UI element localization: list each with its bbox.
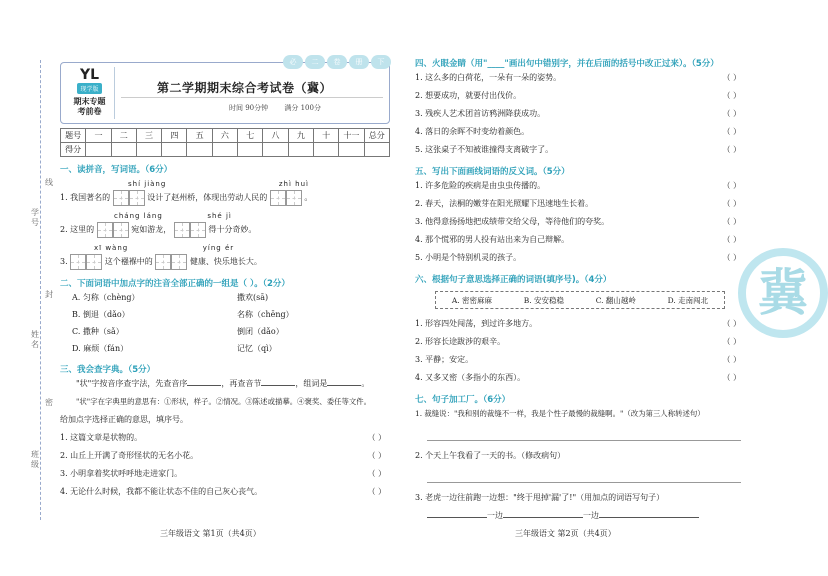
question-text: 这个襁褓中的	[104, 257, 153, 266]
writing-box[interactable]	[113, 222, 129, 238]
fill-blank[interactable]	[261, 385, 295, 386]
logo-subtitle-1: 期末专题	[73, 96, 106, 106]
writing-box[interactable]	[129, 190, 145, 206]
answer-paren[interactable]: （ ）	[367, 451, 386, 460]
question	[415, 69, 745, 87]
logo-badge: 现学版	[77, 83, 101, 94]
question-text: 3. 平静；安定。	[415, 355, 474, 364]
answer-paren[interactable]: （ ）	[722, 319, 741, 328]
answer-paren[interactable]: （ ）	[722, 337, 741, 346]
score-cell[interactable]	[111, 143, 136, 157]
margin-mark-seal: 封	[45, 290, 53, 299]
option-item: 名称（chēng）	[237, 310, 294, 319]
score-cell[interactable]	[263, 143, 288, 157]
answer-paren[interactable]: （ ）	[722, 355, 741, 364]
margin-label-student-id: 学号	[31, 208, 39, 227]
pinyin-row	[60, 179, 390, 189]
answer-paren[interactable]: （ ）	[367, 487, 386, 496]
score-cell[interactable]	[339, 143, 364, 157]
answer-paren[interactable]: （ ）	[367, 433, 386, 442]
question-text: 4. 那个慌邪的男人投有站出来为自己辩解。	[415, 235, 570, 244]
word-option: D. 走南闯北	[667, 295, 709, 305]
question	[415, 195, 745, 213]
score-header-cell: 总分	[364, 129, 389, 143]
score-header-cell: 六	[212, 129, 237, 143]
score-cell[interactable]	[238, 143, 263, 157]
intro-text: ，再查音节	[221, 379, 262, 388]
answer-paren[interactable]: （ ）	[722, 91, 741, 100]
word-option: B. 安安稳稳	[523, 295, 564, 305]
header-badge: 二	[305, 55, 325, 69]
question-text: 5. 这张桌子不知被谁撞得支离破字了。	[415, 145, 554, 154]
answer-paren[interactable]: （ ）	[722, 217, 741, 226]
option-grid	[72, 289, 390, 357]
writing-box[interactable]	[113, 190, 129, 206]
question-text: 4. 又多又密（多指小的东西）。	[415, 373, 526, 382]
section-7-title: 七、句子加工厂。（6分）	[415, 395, 511, 405]
question: 1. 裁缝说："我和别的裁缝不一样，我是个性子最慢的裁缝啊。"（改为第三人称转述句）	[415, 409, 705, 418]
margin-label-class: 班级	[31, 450, 39, 469]
section-4-title: 四、火眼金睛（用"____"画出句中错别字，并在后面的括号中改正过来）。（5分）	[415, 59, 719, 69]
question-text: 1. 我国著名的	[60, 193, 111, 202]
question-text: 宛如游龙，	[131, 225, 172, 234]
question-text: 健康、快乐地长大。	[189, 257, 262, 266]
answer-paren[interactable]: （ ）	[722, 181, 741, 190]
question	[60, 447, 390, 465]
pinyin: cháng láng	[114, 212, 163, 220]
answer-paren[interactable]: （ ）	[722, 127, 741, 136]
question: 2. 个天上午我看了一天的书。（修改病句）	[415, 451, 566, 460]
question	[415, 351, 745, 369]
option-item: 记忆（qì）	[237, 344, 277, 353]
pinyin: shé jì	[207, 212, 232, 220]
option-item: C. 撒种（sǎ）	[72, 327, 124, 336]
answer-line[interactable]	[427, 425, 741, 441]
question-text: 2. 这里的	[60, 225, 95, 234]
writing-box[interactable]	[155, 254, 171, 270]
pinyin-row	[60, 243, 390, 253]
score-header-cell: 二	[111, 129, 136, 143]
margin-mark-secret: 密	[45, 398, 53, 407]
dictionary-intro	[60, 375, 390, 393]
dictionary-meanings: "状"字在字典里的意思有：①形状，样子。②情况。③陈述或描摹。④褒奖、委任等文件。	[76, 397, 372, 406]
header-badge: 必	[283, 55, 303, 69]
pinyin: zhì huì	[278, 180, 309, 188]
answer-paren[interactable]: （ ）	[722, 73, 741, 82]
section-2-title: 二、下面词语中加点字的注音全部正确的一组是（ ）。（2分）	[60, 279, 290, 289]
score-header-cell: 十一	[339, 129, 364, 143]
question	[60, 221, 390, 239]
question	[415, 315, 745, 333]
fill-blank[interactable]	[427, 517, 487, 518]
question-text: 4. 落日的余晖不时变幼着颜色。	[415, 127, 530, 136]
writing-box[interactable]	[171, 254, 187, 270]
writing-box[interactable]	[97, 222, 113, 238]
exam-title: 第二学期期末综合考试卷（冀）	[157, 81, 333, 95]
question-text: 1. 这篇文章是状物的。	[60, 433, 143, 442]
fill-word: 一边	[583, 511, 599, 520]
score-cell[interactable]	[364, 143, 389, 157]
fill-word: 一边	[487, 511, 503, 520]
score-header-cell: 三	[136, 129, 161, 143]
answer-paren[interactable]: （ ）	[722, 235, 741, 244]
intro-text: 。	[361, 379, 370, 388]
sentence-fill	[415, 507, 745, 525]
page-footer: 三年级语文 第2页（共4页）	[515, 529, 616, 538]
dictionary-instruction: 给加点字选择正确的意思，填序号。	[60, 415, 188, 424]
question	[415, 105, 745, 123]
question	[415, 87, 745, 105]
score-cell[interactable]	[313, 143, 338, 157]
section-5-title: 五、写出下面画线词语的反义词。（5分）	[415, 167, 570, 177]
score-header-cell: 一	[86, 129, 111, 143]
score-header-cell: 四	[162, 129, 187, 143]
fill-blank[interactable]	[187, 385, 221, 386]
question	[415, 333, 745, 351]
option-item: A. 匀称（chèng）	[72, 293, 140, 302]
question: 3. 老虎一边往前跑一边想："终于甩掉'漏'了!"（用加点的词语写句子）	[415, 493, 665, 502]
question	[60, 189, 390, 207]
question-text: 2. 形容长途跋涉的艰辛。	[415, 337, 506, 346]
writing-box[interactable]	[70, 254, 86, 270]
writing-box[interactable]	[190, 222, 206, 238]
question-text: 2. 春天，法桐的嫩芽在阳光照耀下迅速地生长着。	[415, 199, 594, 208]
question-text: 2. 想要成功，就要付出伐价。	[415, 91, 522, 100]
page-1	[60, 58, 390, 501]
option-item: D. 麻烦（fán）	[72, 344, 129, 353]
score-table	[60, 128, 390, 157]
question	[415, 177, 745, 195]
score-table-score-row	[61, 143, 390, 157]
fill-blank[interactable]	[327, 385, 361, 386]
pinyin: yíng ér	[202, 244, 235, 252]
header-badge: 册	[349, 55, 369, 69]
intro-text: "状"字按音序查字法，先查音序	[76, 379, 188, 388]
question	[60, 253, 390, 271]
exam-header	[60, 58, 390, 124]
logo-subtitle-2: 考前卷	[77, 106, 102, 116]
fill-blank[interactable]	[503, 517, 583, 518]
question	[415, 369, 745, 387]
section-3-title: 三、我会查字典。（5分）	[60, 365, 156, 375]
score-header-cell: 九	[288, 129, 313, 143]
province-stamp: 冀	[738, 248, 828, 338]
question-text: 1. 形容四处闯荡，到过许多地方。	[415, 319, 538, 328]
score-cell[interactable]	[136, 143, 161, 157]
section-1-title: 一、读拼音，写词语。（6分）	[60, 165, 173, 175]
word-option: A. 密密麻麻	[451, 295, 493, 305]
score-header-cell: 八	[263, 129, 288, 143]
pinyin-row	[60, 211, 390, 221]
margin-mark-line: 线	[45, 178, 53, 187]
answer-paren[interactable]: （ ）	[367, 469, 386, 478]
score-header-cell: 七	[238, 129, 263, 143]
page-footer: 三年级语文 第1页（共4页）	[160, 529, 261, 538]
score-cell[interactable]	[86, 143, 111, 157]
question	[60, 465, 390, 483]
question-text: 3. 小明拿着奖状呼呼地走进家门。	[60, 469, 183, 478]
question-text: 。	[304, 193, 313, 202]
divider	[121, 97, 383, 98]
question-text: 3. 他得意扬扬地把成绩带交给父母，等待他们的夸奖。	[415, 217, 610, 226]
word-options-box	[435, 291, 725, 309]
score-header-cell: 题号	[61, 129, 86, 143]
binding-line	[40, 60, 41, 520]
score-header-cell: 十	[313, 129, 338, 143]
exam-score: 满分 100分	[284, 104, 321, 112]
question	[415, 249, 745, 267]
score-cell[interactable]	[187, 143, 212, 157]
question	[60, 429, 390, 447]
header-badge: 卷	[327, 55, 347, 69]
score-cell[interactable]	[162, 143, 187, 157]
question-text: 5. 小明是个特别机灵的孩子。	[415, 253, 522, 262]
exam-time: 时间 90分钟	[229, 104, 269, 112]
logo	[65, 67, 115, 119]
header-badges	[283, 55, 391, 69]
question-text: 3. 残疾人艺术团首访鸦洲降获成功。	[415, 109, 546, 118]
page-2	[415, 55, 745, 525]
score-row-label: 得分	[61, 143, 86, 157]
score-table-header-row	[61, 129, 390, 143]
score-header-cell: 五	[187, 129, 212, 143]
question-text: 3.	[60, 257, 68, 266]
question-text: 1. 许多危险的疾病是由虫虫传播的。	[415, 181, 546, 190]
question-text: 1. 这么多的白荷花，一朵有一朵的姿势。	[415, 73, 562, 82]
writing-box[interactable]	[286, 190, 302, 206]
question	[415, 231, 745, 249]
writing-box[interactable]	[86, 254, 102, 270]
question-text: 4. 无论什么时候，我都不能让状态不佳的自己灰心丧气。	[60, 487, 263, 496]
intro-text: ，组词是	[295, 379, 328, 388]
question	[60, 483, 390, 501]
answer-paren[interactable]: （ ）	[722, 109, 741, 118]
answer-paren[interactable]: （ ）	[722, 373, 741, 382]
writing-box[interactable]	[174, 222, 190, 238]
writing-box[interactable]	[270, 190, 286, 206]
fill-blank[interactable]	[599, 517, 699, 518]
word-option: C. 翻山越岭	[595, 295, 636, 305]
question	[415, 141, 745, 159]
option-item: 撒欢(sā)	[237, 293, 269, 302]
pinyin: xī wàng	[94, 244, 129, 252]
question-text: 设计了赵州桥，体现出劳动人民的	[147, 193, 268, 202]
section-6-title: 六、根据句子意思选择正确的词语(填序号)。（4分）	[415, 275, 612, 285]
score-cell[interactable]	[288, 143, 313, 157]
margin-label-name: 姓名	[31, 330, 39, 349]
header-badge: 下	[371, 55, 391, 69]
answer-line[interactable]	[427, 467, 741, 483]
question-text: 2. 山丘上开满了奇形怪状的无名小花。	[60, 451, 199, 460]
question	[415, 213, 745, 231]
logo-text: YL	[79, 67, 100, 83]
answer-paren[interactable]: （ ）	[722, 145, 741, 154]
option-item: B. 倒退（dǎo）	[72, 310, 130, 319]
question	[415, 123, 745, 141]
exam-meta	[229, 103, 335, 113]
question-text: 得十分奇妙。	[208, 225, 257, 234]
score-cell[interactable]	[212, 143, 237, 157]
answer-paren[interactable]: （ ）	[722, 253, 741, 262]
answer-paren[interactable]: （ ）	[722, 199, 741, 208]
pinyin: shí jiàng	[128, 180, 167, 188]
option-item: 倒闭（dǎo）	[237, 327, 284, 336]
